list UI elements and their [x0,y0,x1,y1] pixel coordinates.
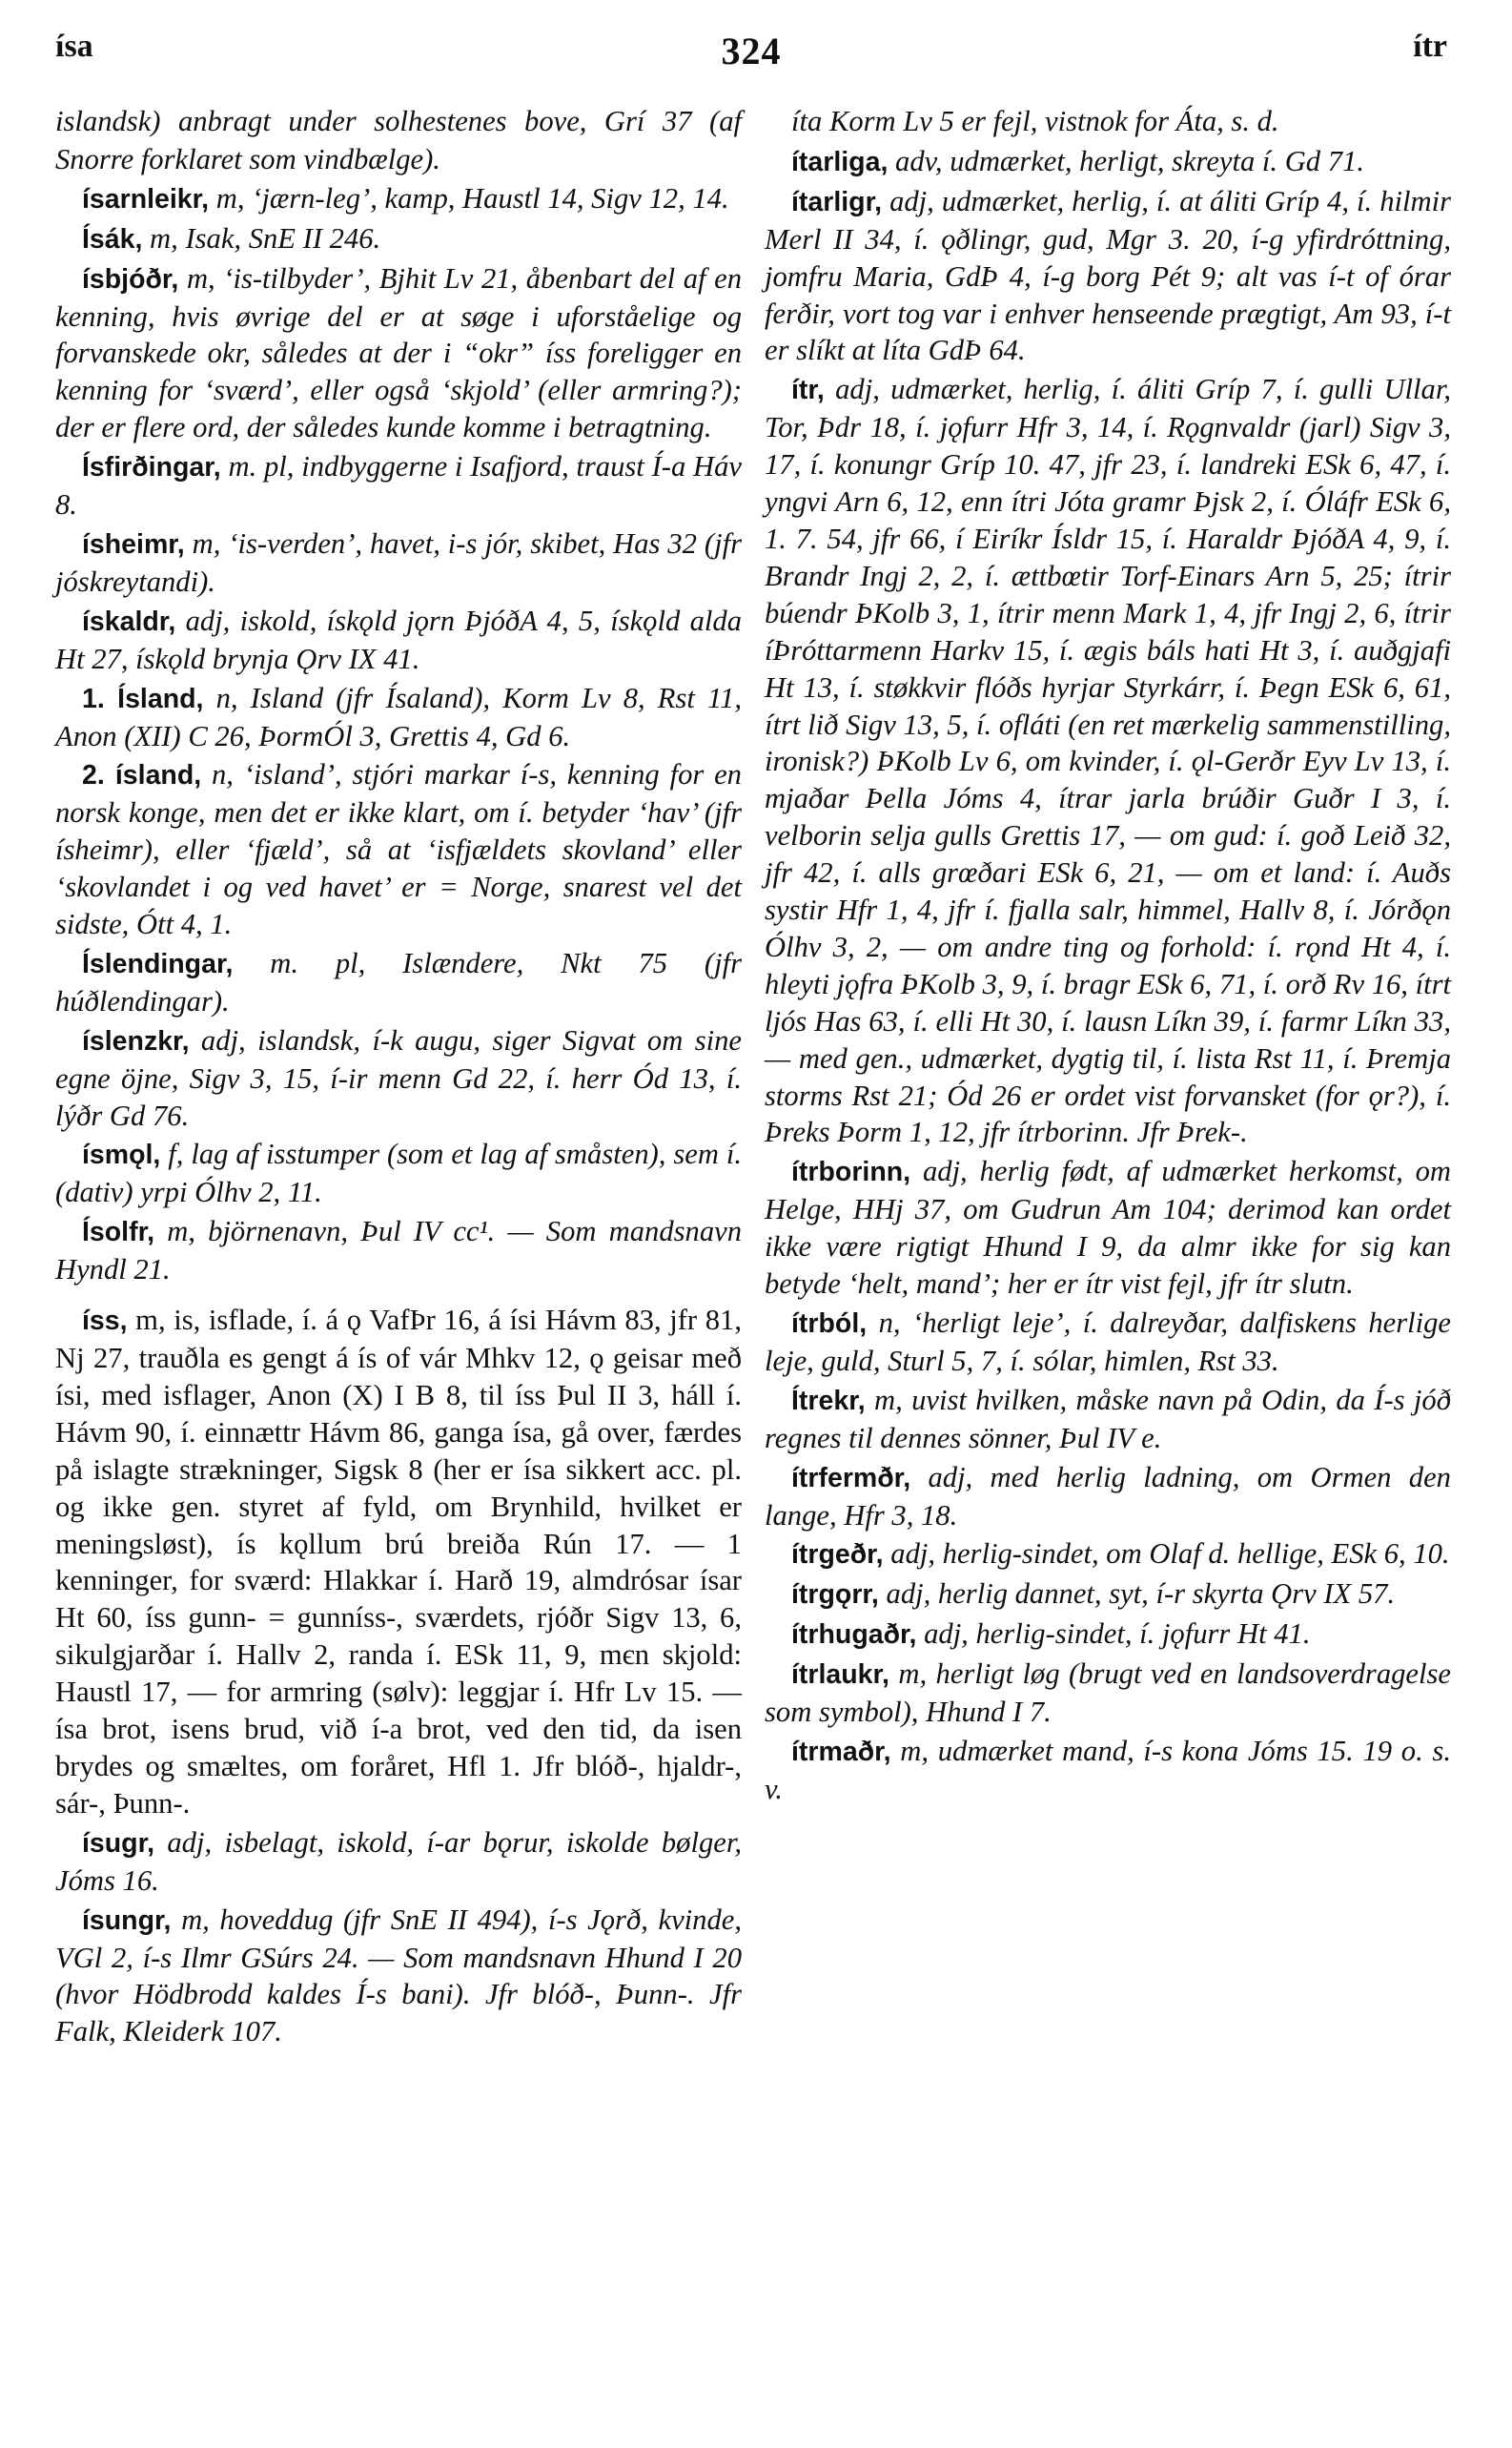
dictionary-entry [765,103,1451,141]
dictionary-entry [55,525,742,601]
entry-headword: ísheimr, [82,528,185,560]
entry-body: íta Korm Lv 5 er fejl, vistnok for Áta, s. d. [791,105,1279,137]
dictionary-entry [765,1459,1451,1534]
entry-body: m, uvist hvilken, måske navn på Odin, da Í-s jóð regnes til dennes sönner, Þul IV e. [765,1383,1451,1454]
dictionary-entry [55,1213,742,1288]
entry-headword: íslenzkr, [82,1025,190,1057]
entry-body: adj, herlig-sindet, í. jǫfurr Ht 41. [924,1617,1311,1651]
entry-body: n, ʻherligt leje’, í. dalreyðar, dalfiskens herlige leje, guld, Sturl 5, 7, í. sólar, himlen, Rst 33. [765,1306,1452,1377]
entry-body: adj, isbelagt, iskold, í-ar bǫrur, iskolde bølger, Jóms 16. [55,1825,742,1897]
dictionary-entry [55,1824,742,1900]
dictionary-entry [55,1136,742,1211]
entry-body: m, ʻjærn-leg’, kamp, Haustl 14, Sigv 12, 14. [215,181,729,215]
dictionary-entry [765,1615,1451,1654]
entry-body: m. pl, indbyggerne i Isafjord, traust Í-a Háv 8. [55,450,742,522]
entry-headword: Ísfirðingar, [82,452,221,483]
entry-headword: 2. ísland, [82,760,202,792]
dictionary-entry [55,260,742,447]
dictionary-entry [55,1902,742,2051]
entry-headword: ítrmaðr, [791,1736,891,1767]
entry-body: adj, herlig født, af udmærket herkomst, om Helge, HHj 37, om Gudrun Am 104; derimod kan ordet ikke være rigtigt Hhund I 9, da almr ikke for sig kan betyde ʻhelt, mand’; her er ítr vist fejl, jfr ítr slutn. [765,1155,1451,1301]
entry-headword: ítrgǫrr, [791,1579,879,1611]
dictionary-entry [765,1382,1451,1457]
dictionary-entry [765,371,1451,1151]
dictionary-entry [55,103,742,178]
entry-headword: 1. Ísland, [82,683,204,714]
entry-body: adj, udmærket, herlig, í. áliti Gríp 7, í. gulli Ullar, Tor, Þdr 18, í. jǫfurr Hfr 3, 14, í. Rǫgnvaldr (jarl) Sigv 3, 17, í. konungr Gríp 10. 47, jfr 23, í. landreki ESk 6, 47, í. yngvi Arn 6, 12, enn ítri Jóta gramr Þjsk 2, í. Óláfr ESk 6, 1. 7. 54, jfr 66, í Eiríkr Ísldr 15, í. Haraldr ÞjóðA 4, 9, í. Brandr Ingj 2, 2, í. ættbœtir Torf-Einars Arn 5, 25; ítrir búendr ÞKolb 3, 1, ítrir menn Mark 1, 4, jfr Ingj 2, 6, ítrir íÞróttarmenn Harkv 15, í. ægis báls hati Ht 3, í. auðgjafi Ht 13, í. støkkvir flóðs hyrjar Styrkárr, í. Þegn ESk 6, 61, ítrt lið Sigv 13, 5, í. ofláti (en ret mærkelig sammenstilling, ironisk?) ÞKolb Lv 6, om kvinder, í. ǫl-Gerðr Eyv Lv 13, í. mjaðar Þella Jóms 4, ítrar jarla brúðir Guðr I 3, í. velborin selja gulls Grettis 17, — om gud: í. goð Leið 32, jfr 42, í. alls grœðari ESk 6, 21, — om et land: í. Auðs systir Hfr 1, 4, jfr í. fjalla salr, himmel, Hallv 8, í. Jórðǫn Ólhv 3, 2, — om andre ting og forhold: í. rǫnd Ht 4, í. hleyti jǫfra ÞKolb 3, 9, í. bragr ESk 6, 71, í. orð Rv 16, ítrt ljós Has 63, í. elli Ht 30, í. lausn Líkn 39, í. farmr Líkn 33, — med gen., udmærket, dygtig til, í. lista Rst 11, í. Þremja storms Rst 21; Ód 26 er ordet vist forvansket (for ǫr?), í. Þreks Þorm 1, 12, jfr ítrborinn. Jfr Þrek-. [765,373,1452,1149]
left-running-headword: ísa [55,29,93,64]
dictionary-entry [55,680,742,755]
entry-body: adj, iskold, ískǫld jǫrn ÞjóðA 4, 5, ískǫld alda Ht 27, ískǫld brynja Ǫrv IX 41. [55,604,742,675]
dictionary-entry [765,1656,1451,1731]
dictionary-entry [765,183,1451,370]
right-running-headword: ítr [1413,29,1447,64]
left-column [55,103,742,2052]
dictionary-entry [765,143,1451,181]
dictionary-entry [55,220,742,258]
dictionary-entry [55,448,742,524]
entry-body: adv, udmærket, herligt, skreyta í. Gd 71. [895,144,1364,177]
entry-headword: Ítrekr, [791,1385,866,1416]
entry-headword: ísbjóðr, [82,263,179,295]
entry-body: m. pl, Islændere, Nkt 75 (jfr húðlendingar). [55,946,742,1018]
right-column [765,103,1451,1810]
entry-body: m, ʻis-verden’, havet, i-s jór, skibet, Has 32 (jfr jóskreytandi). [55,526,742,598]
entry-headword: ísugr, [82,1827,155,1859]
entry-body: adj, islandsk, í-k augu, siger Sigvat om sine egne öjne, Sigv 3, 15, í-ir menn Gd 22, í. herr Ód 13, í. lýðr Gd 76. [55,1023,742,1132]
entry-body: m, is, isflade, í. á ǫ VafÞr 16, á ísi Hávm 83, jfr 81, Nj 27, trauðla es gengt á ís of vár Mhkv 12, ǫ geisar með ísi, med isflager, Anon (X) I B 8, til íss Þul II 3, háll í. Hávm 90, í. einnættr Hávm 86, ganga ísa, gå over, færdes på islagte strækninger, Sigsk 8 (her er ísa sikkert acc. pl. og ikke gen. styret af fyld, om Brynhild, hvilket er meningsløst), ís kǫllum brú breiða Rún 17. — 1 kenninger, for sværd: Hlakkar í. Harð 19, almdrósar ísar Ht 60, íss gunn- = gunníss-, sværdets, rjóðr Sigv 13, 6, sikulgjarðar í. Hallv 2, randa í. ESk 11, 9, mєn skjold: Haustl 17, — for armring (sølv): leggjar í. Hfr Lv 15. — ísa brot, isens brud, við í-a brot, ved den tid, da isen brydes og smæltes, om foråret, Hfl 1. Jfr blóð-, hjaldr-, sár-, Þunn-. [55,1304,742,1820]
entry-headword: ítarliga, [791,146,889,177]
entry-body: adj, med herlig ladning, om Ormen den lange, Hfr 3, 18. [765,1460,1451,1532]
entry-body: m, Isak, SnE II 246. [150,221,381,255]
entry-headword: Ísolfr, [82,1217,155,1248]
entry-body: m, ʻis-tilbyder’, Bjhit Lv 21, åbenbart del af en kenning, hvis øvrige del er at søge i uforståelige og forvanskede okr, således at der i “okr” íss foreligger en kenning for ʻsværd’, eller også ʻskjold’ (eller armring?); der er flere ord, der således kunde komme i betragtning. [55,261,742,444]
entry-body: adj, herlig dannet, syt, í-r skyrta Ǫrv IX 57. [886,1577,1396,1611]
entry-headword: ískaldr, [82,606,176,637]
entry-body: m, hoveddug (jfr SnE II 494), í-s Jǫrð, kvinde, VGl 2, í-s Ilmr GSúrs 24. — Som mandsnavn Hhund I 20 (hvor Hödbrodd kaldes Í-s bani). Jfr blóð-, Þunn-. Jfr Falk, Kleiderk 107. [55,1903,742,2048]
dictionary-entry [765,1733,1451,1808]
entry-body: m, herligt løg (brugt ved en landsoverdragelse som symbol), Hhund I 7. [765,1657,1451,1729]
entry-body: n, ʻisland’, stjóri markar í-s, kenning for en norsk konge, men det er ikke klart, om í. betyder ʻhav’ (jfr ísheimr), eller ʻfjæld’, så at ʻisfjældets skovland’ eller ʻskovlandet i og ved havet’ er = Norge, snarest vel det sidste, Ótt 4, 1. [55,758,742,941]
dictionary-entry [55,180,742,218]
entry-body: adj, herlig-sindet, om Olaf d. hellige, ESk 6, 10. [890,1537,1450,1571]
dictionary-entry [765,1535,1451,1574]
entry-headword: ítrgeðr, [791,1539,884,1571]
page-header [55,29,1447,86]
dictionary-entry [765,1153,1451,1303]
dictionary-entry [55,1022,742,1135]
entry-headword: ítrhugaðr, [791,1619,917,1651]
entry-headword: ítrborinn, [791,1157,911,1188]
entry-headword: Íslendingar, [82,948,234,979]
entry-headword: íss, [82,1306,128,1337]
dictionary-entry [55,756,742,943]
entry-headword: ísarnleikr, [82,183,210,215]
page-number: 324 [721,30,782,72]
entry-headword: ítr, [791,375,825,406]
entry-body: n, Island (jfr Ísaland), Korm Lv 8, Rst 11, Anon (XII) C 26, ÞormÓl 3, Grettis 4, Gd 6. [55,681,742,752]
entry-body: f, lag af isstumper (som et lag af småsten), sem í. (dativ) yrpi Ólhv 2, 11. [55,1138,742,1209]
dictionary-entry [765,1305,1451,1380]
dictionary-entry [55,945,742,1020]
dictionary-entry [55,603,742,678]
entry-headword: ísmǫl, [82,1140,161,1171]
entry-headword: ítrlaukr, [791,1659,889,1691]
dictionary-entry [55,1302,742,1822]
entry-headword: ítarligr, [791,186,883,217]
entry-body: m, udmærket mand, í-s kona Jóms 15. 19 o. s. v. [765,1734,1451,1805]
dictionary-entry [765,1575,1451,1614]
entry-body: adj, udmærket, herlig, í. at áliti Gríp 4, í. hilmir Merl II 34, í. ǫðlingr, gud, Mgr 3. 20, í-g yfirdróttning, jomfru Maria, GdÞ 4, í-g borg Pét 9; alt vas í-t of órar ferðir, vort tog var i enhver henseende prægtigt, Am 93, í-t er slíkt at líta GdÞ 64. [765,184,1451,367]
entry-body: islandsk) anbragt under solhestenes bove, Grí 37 (af Snorre forklaret som vindbælge). [55,105,742,175]
entry-headword: ítrfermðr, [791,1462,911,1493]
entry-headword: Ísák, [82,223,143,255]
entry-body: m, björnenavn, Þul IV cc¹. — Som mandsnavn Hyndl 21. [55,1215,742,1286]
entry-headword: ítrból, [791,1308,868,1339]
entry-headword: ísungr, [82,1904,172,1936]
